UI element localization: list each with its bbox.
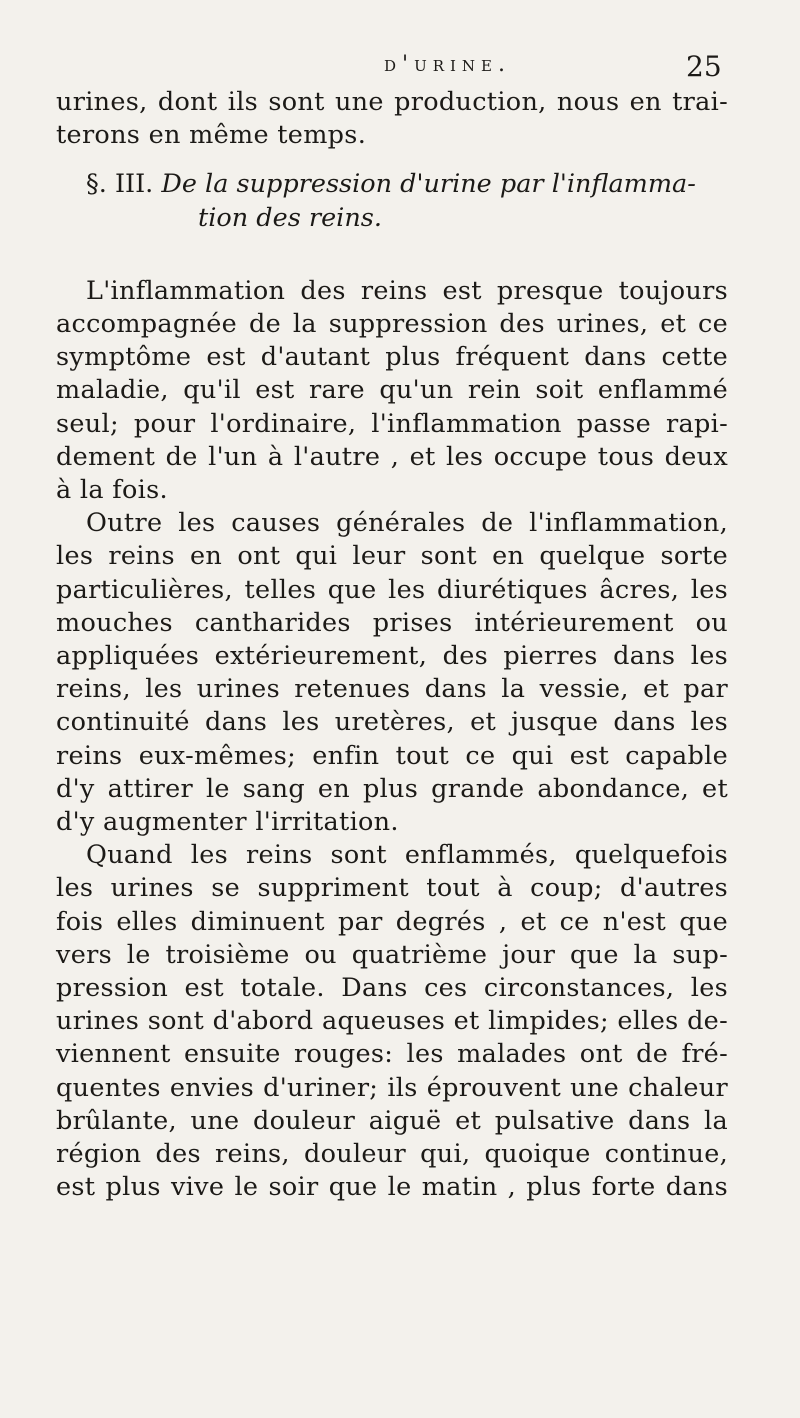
text-line: accompagnée de la suppression des urines, et ce [56,309,728,340]
text-line: Quand les reins sont enflammés, quelquefois [86,840,728,871]
text-line: viennent ensuite rouges: les malades ont de fré- [56,1039,728,1070]
text-line: continuité dans les uretères, et jusque dans les [56,707,728,738]
carryover-paragraph [56,86,728,152]
text-line: dement de l'un à l'autre , et les occupe tous deux [56,441,728,472]
text-line: symptôme est d'autant plus fréquent dans cette [56,342,728,373]
text-line: vers le troisième ou quatrième jour que la sup- [56,939,728,970]
text-line: urines sont d'abord aqueuses et limpides; elles de- [56,1006,728,1037]
section-heading-line-1 [56,168,728,201]
text-line: pression est totale. Dans ces circonstances, les [56,973,728,1004]
paragraph-2 [56,507,728,839]
text-line: d'y attirer le sang en plus grande abondance, et [56,773,728,804]
section-heading-line-2 [56,202,728,235]
text-line: les reins en ont qui leur sont en quelque sorte [56,541,728,572]
text-line: les urines se suppriment tout à coup; d'autres [56,873,728,904]
text-line: particulières, telles que les diurétiques âcres, les [56,574,728,605]
paragraph-3 [56,839,728,1204]
text-line: urines, dont ils sont une production, nous en trai- [56,87,728,117]
text-line: maladie, qu'il est rare qu'un rein soit enflammé [56,375,728,406]
running-head-title: d'urine. [384,52,512,77]
section-heading [56,168,728,234]
text-line: quentes envies d'uriner; ils éprouvent une chaleur [56,1072,728,1103]
text-line: brûlante, une douleur aiguë et pulsative dans la [56,1105,728,1136]
text-line: seul; pour l'ordinaire, l'inflammation passe rapi- [56,408,728,439]
text-line: fois elles diminuent par degrés , et ce n'est que [56,906,728,937]
text-line: reins eux-mêmes; enfin tout ce qui est capable [56,740,728,771]
paragraph-1 [56,275,728,507]
text-line: reins, les urines retenues dans la vessie, et par [56,674,728,705]
text-line: à la fois. [56,475,168,506]
text-line: L'inflammation des reins est presque toujours [86,275,728,306]
text-line: appliquées extérieurement, des pierres dans les [56,641,728,672]
section-title-part-1: De la suppression d'urine par l'inflamma- [161,169,696,200]
section-title-part-2: tion des reins. [198,202,382,233]
text-line: région des reins, douleur qui, quoique continue, [56,1139,728,1170]
text-line: mouches cantharides prises intérieurement ou [56,607,728,638]
text-line: d'y augmenter l'irritation. [56,807,399,838]
text-line: est plus vive le soir que le matin , plus forte dans [56,1172,728,1203]
page-number: 25 [686,50,722,83]
body-text [56,86,728,1205]
text-line: Outre les causes générales de l'inflammation, [86,508,728,539]
text-line: terons en même temps. [56,120,367,151]
section-mark: §. III. [86,169,154,200]
